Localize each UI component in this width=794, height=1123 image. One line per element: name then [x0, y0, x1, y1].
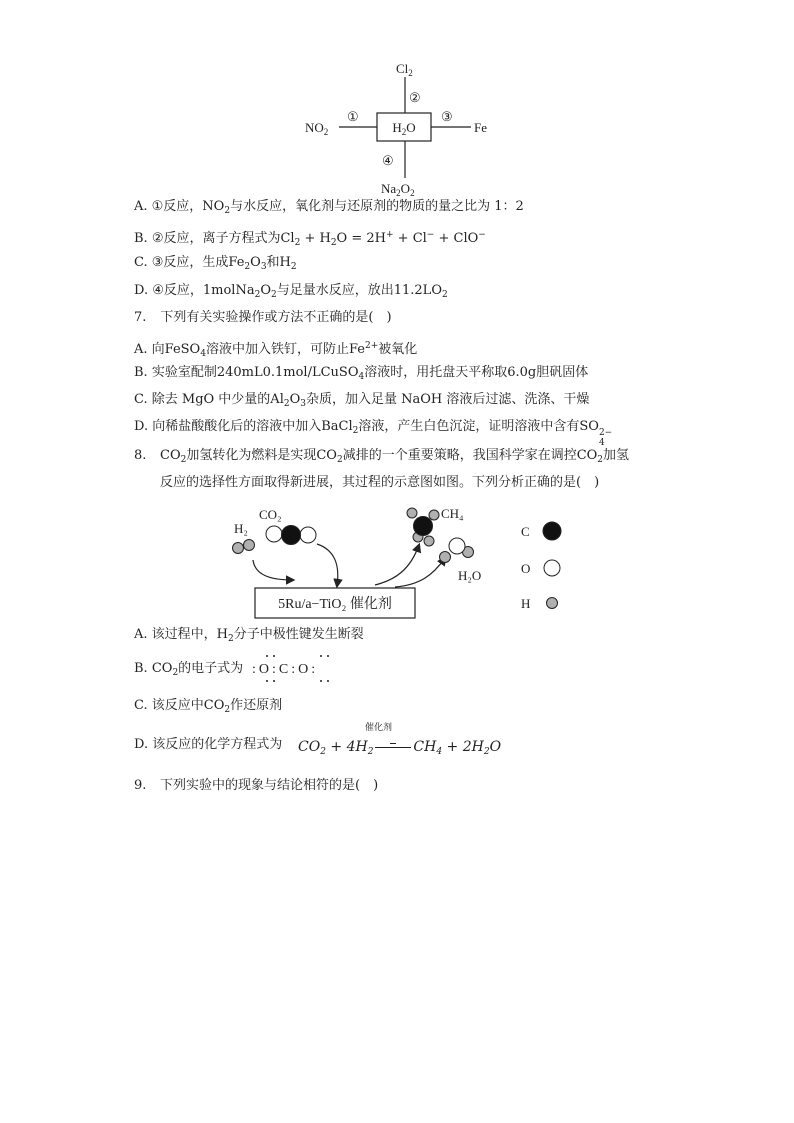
co2-hydrogenation-diagram [225, 500, 580, 625]
fe-label: Fe [474, 120, 487, 135]
h2o-h-1 [440, 552, 451, 563]
q8-option-b: B. $CO_2$的电子式为 [134, 661, 244, 678]
reaction-condition: 催化剂 [365, 723, 393, 733]
h2o-label: H₂O [458, 568, 482, 583]
ch4-c [414, 517, 433, 536]
q7-option-a: A. 向FeSO$_4$溶液中加入铁钉，可防止$Fe^{2+}$被氧化 [134, 341, 418, 359]
q8-option-d: D. 该反应的化学方程式为 [134, 737, 283, 752]
legend-o-label: O [521, 561, 531, 576]
ch4-h-4 [424, 536, 434, 546]
q8-number: 8. [134, 448, 147, 463]
co2-electron-formula [250, 650, 350, 686]
legend-h-circle [547, 598, 558, 609]
q6-option-c: C. ③反应，生成$Fe_2O_3$和$H_2$ [134, 255, 297, 272]
co2-label: CO₂ [259, 507, 282, 522]
q8-stem-line2: 反应的选择性方面取得新进展，其过程的示意图如图。下列分析正确的是( ) [160, 475, 600, 490]
circle-4-label: ④ [382, 153, 394, 168]
electron-formula-text: :O:C:O: [252, 662, 319, 677]
q7-stem: 7. 下列有关实验操作或方法不正确的是( ) [134, 310, 392, 325]
h2o-center-label: $H_2O$ [392, 120, 416, 137]
cl2-label: $Cl_2$ [396, 61, 413, 78]
q9-number: 9. [134, 778, 147, 793]
ch4-arrow [375, 545, 419, 585]
legend-c-label: C [521, 524, 530, 539]
q7-option-c: C. 除去 MgO 中少量的$Al_2O_3$杂质，加入足量 NaOH 溶液后过滤、洗涤、干燥 [134, 392, 590, 409]
legend-c-circle [543, 522, 561, 540]
circle-1-label: ① [347, 109, 359, 124]
h2-arrow [253, 560, 293, 580]
h2-atom-2 [244, 540, 255, 551]
q7-option-d: D. 向稀盐酸酸化后的溶液中加入BaCl$_2$溶液，产生白色沉淀，证明溶液中含有SO 2− 4 [134, 419, 613, 448]
q8-option-a: A. 该过程中，$H_2$分子中极性键发生断裂 [134, 627, 364, 644]
q6-option-d: D. ④反应，$1molNa_2O_2$与足量水反应，放出$11.2LO_2$ [134, 283, 448, 300]
h2-label: H₂ [234, 521, 248, 536]
q7-option-b: B. 实验室配制240mL0.1mol/LCuSO$_4$溶液时，用托盘天平称取6.0g胆矾固体 [134, 365, 589, 382]
co2-o-left [266, 526, 282, 542]
co2-o-right [300, 527, 316, 543]
q8-option-c: C. 该反应中$CO_2$作还原剂 [134, 698, 283, 715]
q8-stem-line1: $CO_2$加氢转化为燃料是实现$CO_2$减排的一个重要策略，我国科学家在调控$CO_2$加氢 [160, 448, 630, 465]
h2o-o [449, 538, 465, 554]
h2-atom-1 [233, 543, 244, 554]
legend-h-label: H [521, 596, 531, 611]
circle-3-label: ③ [441, 109, 453, 124]
co2-arrow [317, 544, 338, 586]
no2-label: $NO_2$ [305, 120, 329, 137]
reaction-equation: $CO_2 + 4H_2$ $CH_4 + 2H_2O$ [298, 739, 502, 757]
na2o2-label: $Na_2O_2$ [381, 181, 415, 198]
h2o-arrow [395, 558, 445, 587]
catalyst-label: 5Ru/a−TiO₂ 催化剂 [278, 597, 392, 612]
co2-c [282, 526, 301, 545]
legend-o-circle [544, 560, 560, 576]
circle-2-label: ② [409, 90, 421, 105]
q9-stem: 下列实验中的现象与结论相符的是( ) [160, 778, 379, 793]
ch4-h-2 [429, 510, 439, 520]
q6-option-a: A. ①反应，$NO_2$与水反应，氧化剂与还原剂的物质的量之比为 1：2 [134, 199, 524, 216]
ch4-label: CH₄ [441, 506, 464, 521]
water-reaction-diagram [295, 55, 505, 200]
ch4-h-1 [407, 508, 417, 518]
q6-option-b: B. ②反应，离子方程式为$Cl_2 + H_2O = 2H^+ + Cl^- + ClO^-$ [134, 230, 486, 248]
